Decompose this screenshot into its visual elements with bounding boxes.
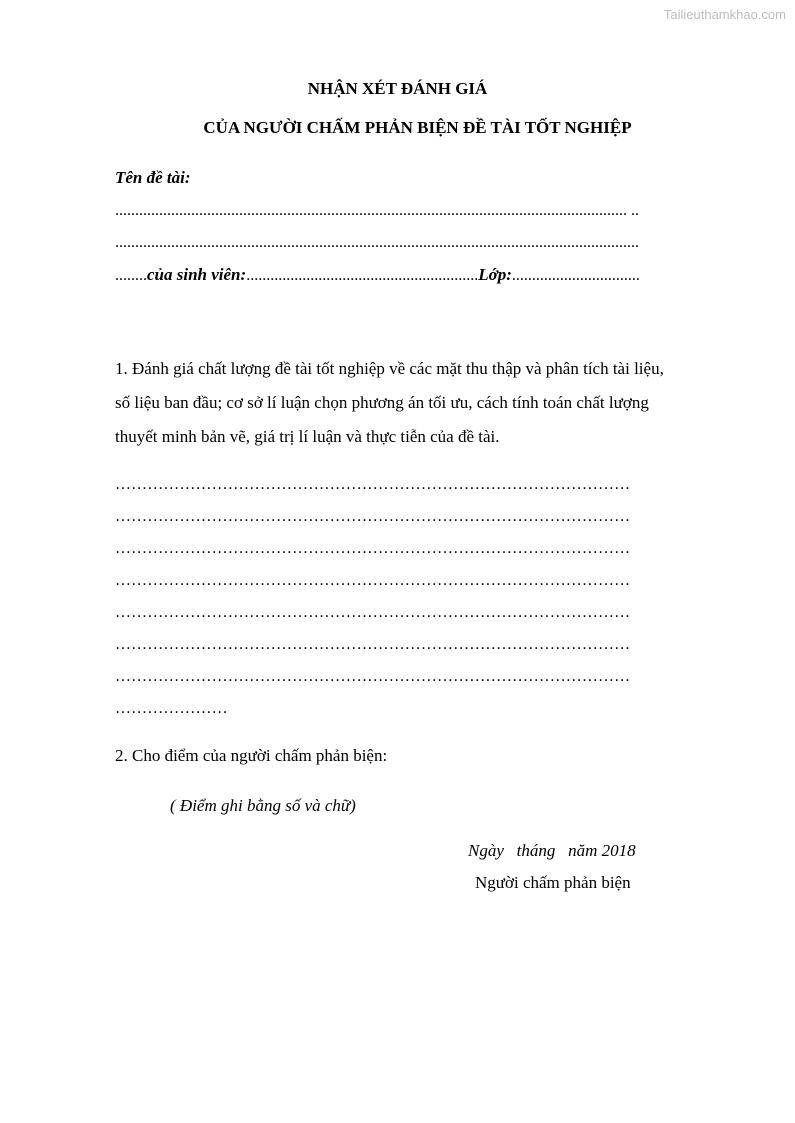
student-dots: .......................................................... — [246, 267, 479, 284]
section-1-line-3: thuyết minh bản vẽ, giá trị lí luận và thực tiễn của đề tài. — [115, 427, 500, 446]
watermark-text: Tailieuthamkhao.com — [663, 7, 786, 22]
topic-label: Tên đề tài: — [115, 168, 191, 187]
answer-line: …………………………………………………………………………………… — [115, 508, 631, 525]
student-label: của sinh viên: — [147, 265, 247, 284]
answer-line: …………………………………………………………………………………… — [115, 540, 631, 557]
section-1-line-1: 1. Đánh giá chất lượng đề tài tốt nghiệp về các mặt thu thập và phân tích tài liệu, — [115, 359, 664, 378]
student-prefix-dots: ........ — [115, 267, 147, 284]
answer-line: ………………… — [115, 700, 228, 717]
student-class-line — [115, 265, 640, 286]
answer-line: …………………………………………………………………………………… — [115, 636, 631, 653]
section-1-text — [115, 352, 725, 454]
answer-line: …………………………………………………………………………………… — [115, 476, 631, 493]
answer-line: …………………………………………………………………………………… — [115, 572, 631, 589]
topic-dots-line-1: ................................................................................................................................ .. — [115, 202, 639, 219]
score-note: ( Điểm ghi bằng số và chữ) — [170, 796, 356, 815]
document-title: NHẬN XÉT ĐÁNH GIÁ — [307, 79, 488, 98]
answer-line: …………………………………………………………………………………… — [115, 604, 631, 621]
document-subtitle: CỦA NGƯỜI CHẤM PHẢN BIỆN ĐỀ TÀI TỐT NGHIỆP — [203, 118, 632, 137]
signature-date: Ngày tháng năm 2018 — [468, 841, 636, 860]
class-label: Lớp: — [478, 265, 512, 284]
signature-role: Người chấm phản biện — [475, 873, 631, 892]
answer-line: …………………………………………………………………………………… — [115, 668, 631, 685]
topic-dots-line-2: ................................................................................................................................... — [115, 234, 639, 251]
section-1-line-2: số liệu ban đầu; cơ sở lí luận chọn phương án tối ưu, cách tính toán chất lượng — [115, 393, 649, 412]
class-dots: ................................ — [511, 267, 640, 284]
section-2-heading: 2. Cho điểm của người chấm phản biện: — [115, 746, 388, 765]
